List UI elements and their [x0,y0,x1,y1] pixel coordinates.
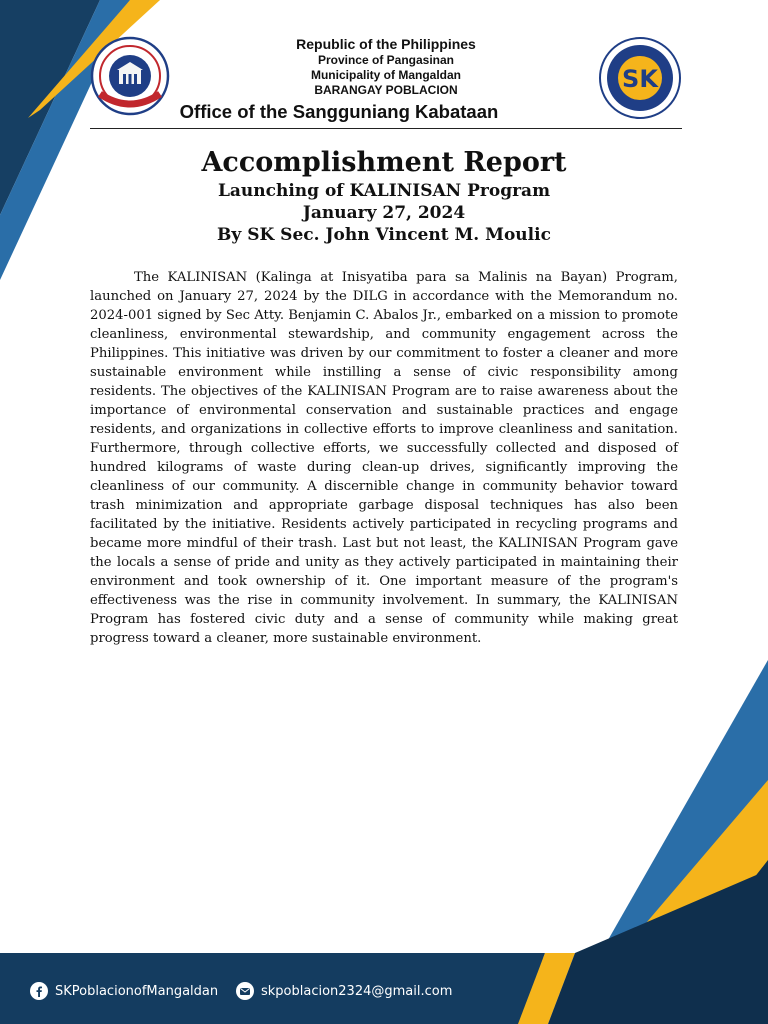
republic-line: Republic of the Philippines [296,36,476,52]
report-date: January 27, 2024 [302,203,466,223]
barangay-line: BARANGAY POBLACION [314,83,458,97]
header-text-block [180,36,592,98]
email-icon [236,982,254,1000]
municipality-line: Municipality of Mangaldan [310,68,461,82]
office-title: Office of the Sangguniang Kabataan [179,101,499,122]
header-divider [90,128,682,129]
sk-logo-text: SK [622,65,658,93]
report-title-block [90,146,678,246]
sk-seal-logo [598,36,682,120]
report-subtitle: Launching of KALINISAN Program [217,181,551,201]
email-address: skpoblacion2324@gmail.com [261,983,453,999]
facebook-page-name: SKPoblacionofMangaldan [55,983,219,999]
report-title: Accomplishment Report [201,147,567,178]
province-line: Province of Pangasinan [317,53,455,67]
report-body-paragraph: The KALINISAN (Kalinga at Inisyatiba para sa Malinis na Bayan) Program, launched on January 27, 2024 by the DILG in accordance with the Memorandum no. 2024-001 signed by Sec Atty. Benjamin C. Abalos Jr., embarked on a mission to promote cleanliness, environmental stewardship, and community engagement across the Philippines. This initiative was driven by our commitment to foster a cleaner and more sustainable environment while instilling a sense of civic responsibility among residents. The objectives of the KALINISAN Program are to raise awareness about the importance of environmental conservation and sustainable practices and engage residents, and organizations in collective efforts to improve cleanliness and sanitation. Furthermore, through collective efforts, we successfully collected and disposed of hundred kilograms of waste during clean-up drives, significantly improving the cleanliness of our community. A discernible change in community behavior toward trash minimization and appropriate garbage disposal techniques has also been facilitated by the initiative. Residents actively participated in recycling programs and became more mindful of their trash. Last but not least, the KALINISAN Program gave the locals a sense of pride and unity as they actively participated in maintaining their environment and took ownership of it. One important measure of the program's effectiveness was the rise in community involvement. In summary, the KALINISAN Program has fostered civic duty and a sense of community while making great progress toward a cleaner, more sustainable environment. [90,270,679,646]
facebook-icon [30,982,48,1000]
email-contact[interactable] [236,980,452,1002]
facebook-contact[interactable] [30,980,218,1002]
report-author: By SK Sec. John Vincent M. Moulic [217,225,551,245]
